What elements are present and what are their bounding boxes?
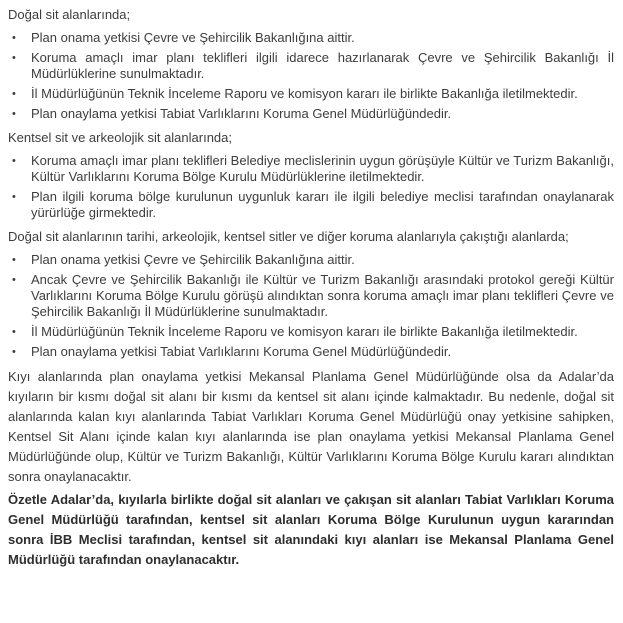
list-item: • Koruma amaçlı imar planı teklifleri ilgili idarece hazırlanarak Çevre ve Şehircilik Bakanlığı İl Müdürlüklerine sunulmaktadır. <box>8 50 614 82</box>
section-heading-dogal-sit: Doğal sit alanlarında; <box>8 7 131 22</box>
list-item: • Plan onaylama yetkisi Tabiat Varlıklarını Koruma Genel Müdürlüğündedir. <box>8 344 614 360</box>
bullet-list <box>8 153 614 221</box>
bullet-list <box>8 252 614 360</box>
list-item: • Ancak Çevre ve Şehircilik Bakanlığı ile Kültür ve Turizm Bakanlığı arasındaki protokol gereği Kültür Varlıklarını Koruma Bölge Kurulu görüşü alındıktan sonra koruma amaçlı imar planı teklifleri Çevre ve Şehircilik Bakanlığı İl Müdürlüklerine sunulmaktadır. <box>8 272 614 320</box>
section-heading-cakisan-alanlar: Doğal sit alanlarının tarihi, arkeolojik, kentsel sitler ve diğer koruma alanlarıyla çakıştığı alanlarda; <box>8 229 569 244</box>
list-item: • Plan onaylama yetkisi Tabiat Varlıklarını Koruma Genel Müdürlüğündedir. <box>8 106 614 122</box>
section-dogal-sit <box>8 7 614 122</box>
list-item: • İl Müdürlüğünün Teknik İnceleme Raporu ve komisyon kararı ile birlikte Bakanlığa iletilmektedir. <box>8 324 614 340</box>
section-cakisan-alanlar <box>8 229 614 360</box>
list-item: • Koruma amaçlı imar planı teklifleri Belediye meclislerinin uygun görüşüyle Kültür ve Turizm Bakanlığı, Kültür Varlıklarını Koruma Bölge Kurulu Müdürlüklerine iletilmektedir. <box>8 153 614 185</box>
bullet-list <box>8 30 614 122</box>
section-heading-kentsel-arkeolojik-sit: Kentsel sit ve arkeolojik sit alanlarında; <box>8 130 233 145</box>
list-item: • Plan onama yetkisi Çevre ve Şehircilik Bakanlığına aittir. <box>8 252 614 268</box>
list-item: • İl Müdürlüğünün Teknik İnceleme Raporu ve komisyon kararı ile birlikte Bakanlığa iletilmektedir. <box>8 86 614 102</box>
paragraph-ozet: Özetle Adalar’da, kıyılarla birlikte doğal sit alanları ve çakışan sit alanları Tabiat Varlıkları Koruma Genel Müdürlüğü tarafından, kentsel sit alanları Koruma Bölge Kurulunun uygun kararından sonra İBB Meclisi tarafından, kentsel sit alanındaki kıyı alanları ise Mekansal Planlama Genel Müdürlüğü tarafından onaylanacaktır. <box>8 492 614 567</box>
list-item: • Plan onama yetkisi Çevre ve Şehircilik Bakanlığına aittir. <box>8 30 614 46</box>
paragraph-kiyi-alanlari: Kıyı alanlarında plan onaylama yetkisi Mekansal Planlama Genel Müdürlüğünde olsa da Adalar’da kıyıların bir kısmı doğal sit alanı bir kısmı da kentsel sit alanı içinde kalmaktadır. Bu nedenle, doğal sit alanlarında kalan kıyı alanlarında Tabiat Varlıkları Koruma Genel Müdürlüğü onay yetkisine sahipken, Kentsel Sit Alanı içinde kalan kıyı alanlarında ise plan onaylama yetkisi Mekansal Planlama Genel Müdürlüğünde olup, Kültür ve Turizm Bakanlığı, Kültür Varlıklarını Koruma Bölge Kurulu kararı alındıktan sonra onaylanacaktır. <box>8 369 614 484</box>
list-item: • Plan ilgili koruma bölge kurulunun uygunluk kararı ile ilgili belediye meclisi tarafından onaylanarak yürürlüğe girmektedir. <box>8 189 614 221</box>
section-kentsel-arkeolojik-sit <box>8 130 614 221</box>
